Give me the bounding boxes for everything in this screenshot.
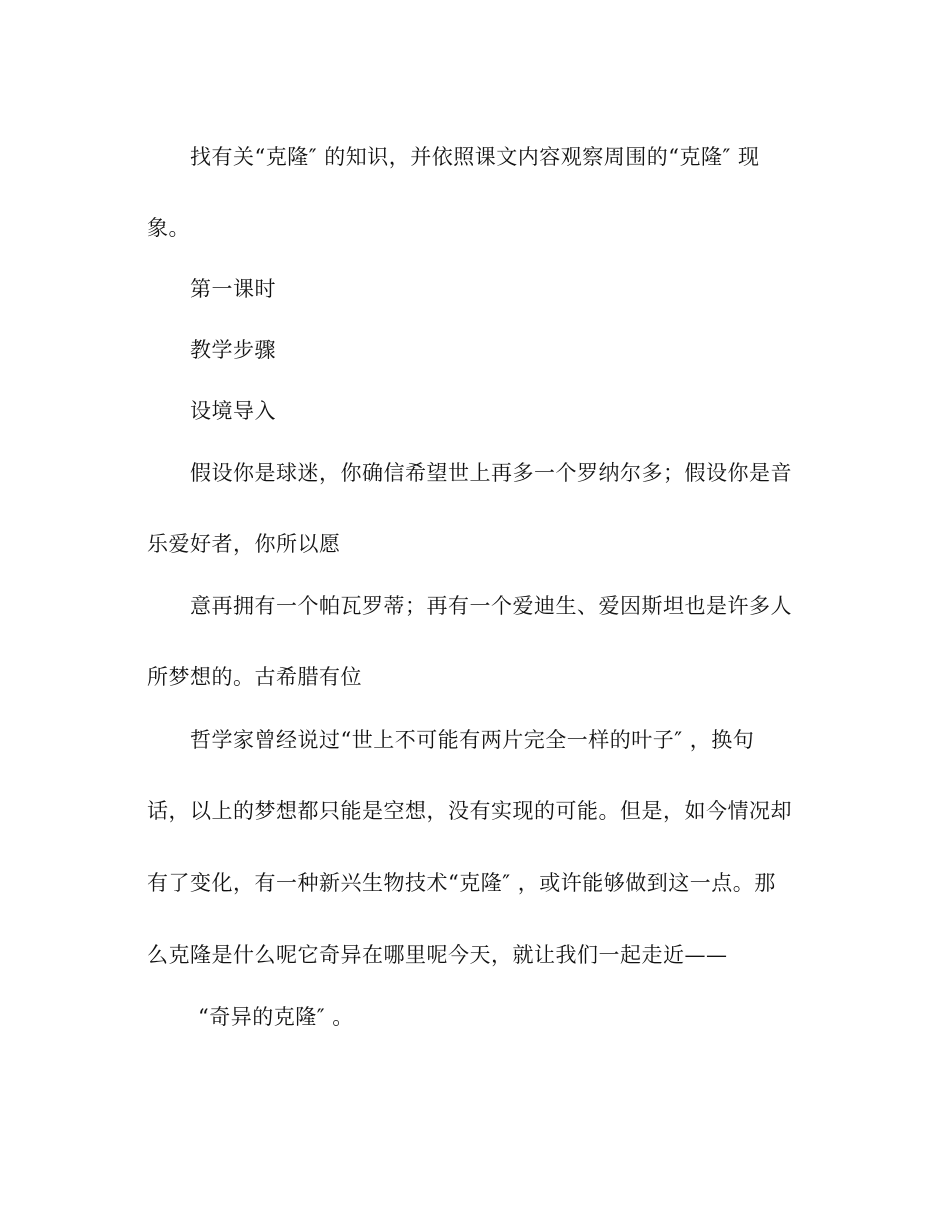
paragraph-line: 假设你是球迷，你确信希望世上再多一个罗纳尔多；假设你是音 <box>190 461 792 485</box>
paragraph-line: 意再拥有一个帕瓦罗蒂；再有一个爱迪生、爱因斯坦也是许多人 <box>190 594 792 618</box>
paragraph-line: “奇异的克隆″ 。 <box>198 1005 354 1029</box>
paragraph-line: 找有关“克隆″ 的知识，并依照课文内容观察周围的“克隆″ 现 <box>190 145 760 169</box>
paragraph-line: 象。 <box>147 216 190 240</box>
section-heading: 第一课时 <box>190 277 276 301</box>
paragraph-line: 么克隆是什么呢它奇异在哪里呢今天，就让我们一起走近—— <box>147 943 728 967</box>
paragraph-line: 有了变化，有一种新兴生物技术“克隆″ ，或许能够做到这一点。那 <box>147 871 776 895</box>
paragraph-line: 哲学家曾经说过“世上不可能有两片完全一样的叶子″ ，换句 <box>190 728 755 752</box>
section-heading: 教学步骤 <box>190 338 276 362</box>
paragraph-line: 乐爱好者，你所以愿 <box>147 532 341 556</box>
paragraph-line: 话，以上的梦想都只能是空想，没有实现的可能。但是，如今情况却 <box>147 799 792 823</box>
section-heading: 设境导入 <box>190 399 276 423</box>
paragraph-line: 所梦想的。古希腊有位 <box>147 665 362 689</box>
